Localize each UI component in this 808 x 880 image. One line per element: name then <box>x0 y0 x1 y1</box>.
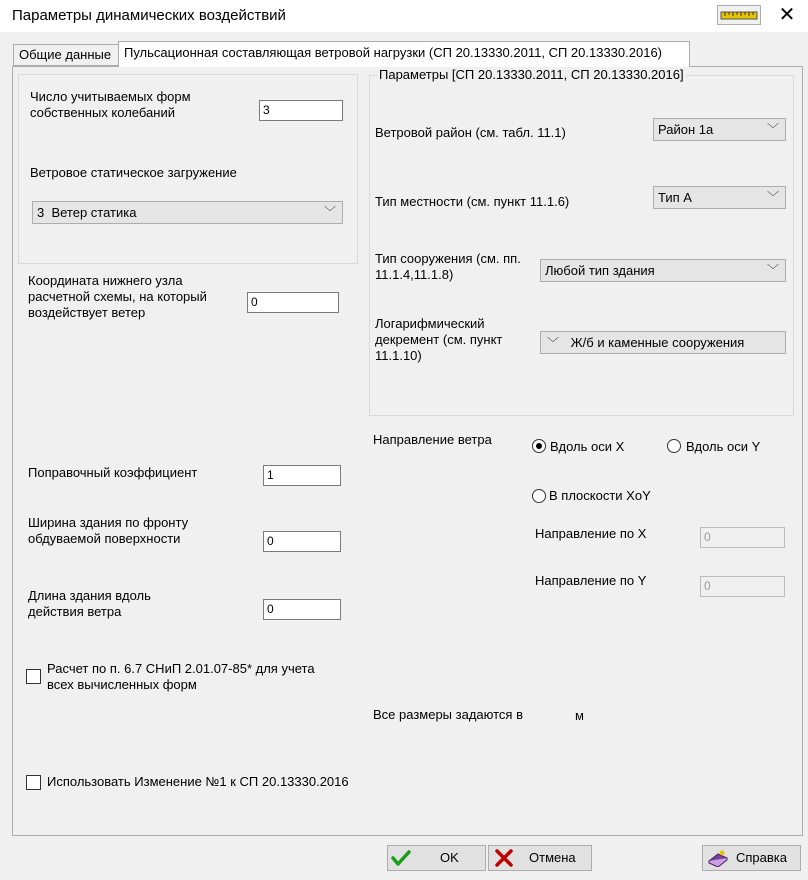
direction-y-label: Вдоль оси Y <box>686 439 761 454</box>
dir-x-label: Направление по X <box>535 526 647 541</box>
checkmark-icon <box>391 849 411 867</box>
ruler-icon <box>718 6 760 24</box>
ok-button[interactable] <box>387 845 486 871</box>
terrain-select[interactable] <box>653 186 786 209</box>
wind-region-select[interactable] <box>653 118 786 141</box>
width-input[interactable]: 0 <box>263 531 341 552</box>
direction-label: Направление ветра <box>373 432 492 447</box>
cancel-label: Отмена <box>529 850 576 865</box>
correction-input[interactable]: 1 <box>263 465 341 486</box>
bottom-node-input[interactable]: 0 <box>247 292 339 313</box>
cross-icon <box>494 849 514 867</box>
units-label: Все размеры задаются в <box>373 707 523 722</box>
terrain-value: Тип А <box>658 190 692 205</box>
snip-checkbox-label: Расчет по п. 6.7 СНиП 2.01.07-85* для учета всех вычисленных форм <box>47 661 315 692</box>
direction-xoy-radio[interactable] <box>532 489 546 503</box>
chevron-down-icon: ﹀ <box>547 336 560 350</box>
ok-label: OK <box>440 850 459 865</box>
structure-value: Любой тип здания <box>545 263 655 278</box>
static-load-value: 3 Ветер статика <box>37 205 137 220</box>
chevron-down-icon: ﹀ <box>766 190 779 204</box>
wind-region-value: Район 1а <box>658 122 714 137</box>
change1-checkbox[interactable] <box>26 775 41 790</box>
correction-label: Поправочный коэффициент <box>28 465 198 480</box>
help-button[interactable] <box>702 845 801 871</box>
direction-x-radio[interactable] <box>532 439 546 453</box>
tab-general-data[interactable] <box>13 44 119 66</box>
width-label: Ширина здания по фронту обдуваемой поверхности <box>28 515 189 546</box>
dir-y-input[interactable]: 0 <box>700 576 785 597</box>
direction-y-radio[interactable] <box>667 439 681 453</box>
dir-x-input[interactable]: 0 <box>700 527 785 548</box>
close-icon: ✕ <box>778 4 796 26</box>
close-button[interactable] <box>774 4 800 26</box>
structure-label: Тип сооружения (см. пп. 11.1.4,11.1.8) <box>375 251 521 282</box>
snip-checkbox[interactable] <box>26 669 41 684</box>
title-bar <box>0 0 808 32</box>
modes-label: Число учитываемых форм собственных колебаний <box>30 89 191 120</box>
change1-checkbox-label: Использовать Изменение №1 к СП 20.13330.2016 <box>47 774 349 789</box>
structure-select[interactable] <box>540 259 786 282</box>
cancel-button[interactable] <box>488 845 592 871</box>
length-label: Длина здания вдоль действия ветра <box>28 588 151 619</box>
chevron-down-icon: ﹀ <box>766 122 779 136</box>
static-load-label: Ветровое статическое загружение <box>30 165 237 180</box>
chevron-down-icon: ﹀ <box>323 205 336 219</box>
decrement-value: Ж/б и каменные сооружения <box>570 335 745 350</box>
terrain-label: Тип местности (см. пункт 11.1.6) <box>375 194 570 209</box>
wind-region-label: Ветровой район (см. табл. 11.1) <box>375 125 566 140</box>
units-value: м <box>575 708 584 723</box>
dir-y-label: Направление по Y <box>535 573 647 588</box>
static-load-select[interactable] <box>32 201 343 224</box>
direction-xoy-label: В плоскости XoY <box>549 488 651 503</box>
bottom-node-label: Координата нижнего узла расчетной схемы, на который воздействует ветер <box>28 273 207 320</box>
window-title: Параметры динамических воздействий <box>12 7 286 24</box>
chevron-down-icon: ﹀ <box>766 263 779 277</box>
tab-general-label: Общие данные <box>19 47 112 62</box>
decrement-select[interactable] <box>540 331 786 354</box>
direction-x-label: Вдоль оси X <box>550 439 625 454</box>
modes-input[interactable]: 3 <box>259 100 343 121</box>
book-icon <box>707 849 729 867</box>
params-group-title: Параметры [СП 20.13330.2011, СП 20.13330.2016] <box>379 67 684 82</box>
decrement-label: Логарифмический декремент (см. пункт 11.1.10) <box>375 316 503 363</box>
tab-pulsation-label: Пульсационная составляющая ветровой нагрузки (СП 20.13330.2011, СП 20.13330.2016) <box>124 45 663 60</box>
tab-pulsation[interactable] <box>118 41 690 67</box>
length-input[interactable]: 0 <box>263 599 341 620</box>
ruler-button[interactable] <box>717 5 761 25</box>
help-label: Справка <box>736 850 787 865</box>
